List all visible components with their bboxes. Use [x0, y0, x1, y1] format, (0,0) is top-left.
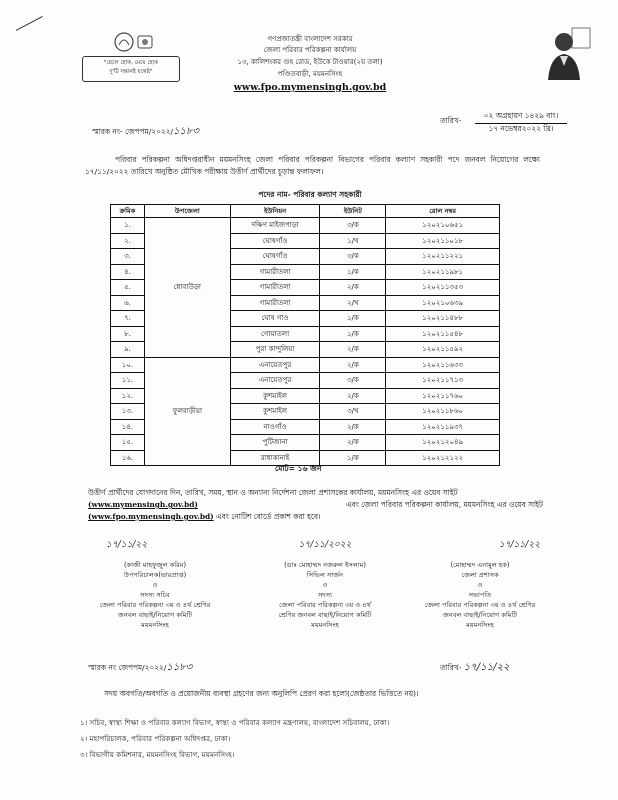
unit-cell: ২/ক	[320, 342, 386, 358]
district-website-link[interactable]: (www.mymensingh.gov.bd)	[88, 500, 198, 509]
memo-number-label: স্মারক নং- জেপপম/২০২২/	[92, 127, 173, 136]
family-planning-logo	[112, 28, 158, 56]
roll-cell: ১২০২১১৯৮১	[386, 264, 500, 280]
serial-cell: ১.	[111, 218, 145, 234]
fpo-website-link[interactable]: (www.fpo.mymensingh.gov.bd)	[88, 512, 214, 521]
union-cell: গামারীতলা	[230, 280, 320, 296]
signatory-name: (ডাঃ মোহাম্মদ নজরুল ইসলাম)	[284, 561, 366, 569]
joining-line-2-text: এবং জেলা পরিবার পরিকল্পনা কার্যালয়, ময়মনসিংহ এর ওয়েব সাইট	[345, 500, 543, 509]
serial-cell: ৯.	[111, 342, 145, 358]
portrait-image	[546, 26, 592, 80]
handwritten-signature: ১৭/১১/২২	[498, 540, 540, 550]
unit-cell: ২/ক	[320, 435, 386, 451]
unit-cell: ২/ক	[320, 280, 386, 296]
memo-number-hand: ১১৮৩	[173, 126, 199, 137]
union-cell: পুরা কান্দুলিয়া	[230, 342, 320, 358]
memo-number	[92, 124, 199, 141]
office-address-1: ১৩, কালিশংকর গুহ রোড, ইউকে টাওয়ার(২য় তলা)	[237, 58, 383, 66]
distribution-intro: সদয় অবগতি/অবগতি ও প্রয়োজনীয় ব্যবস্থা গ্রহণের জন্য অনুলিপি প্রেরণ করা হলো(জেষ্ঠতার ভিত্তিতে নয়)।	[104, 689, 419, 698]
footer-date-label: তারিখ-	[440, 663, 462, 672]
joining-line-3	[88, 511, 543, 523]
intro-paragraph: পরিবার পরিকল্পনা অধিদপ্তরাধীন ময়মনসিংহ জেলা পরিবার পরিকল্পনা বিভাগের পরিবার কল্যাণ সহকারী পদে জনবল নিয়োগের লক্ষ্যে ১৭/১১/২০২২ তারিখে অনুষ্ঠিত মৌখিক পরীক্ষায় উত্তীর্ণ প্রার্থীদের চূড়ান্ত ফলাফল।	[85, 155, 540, 176]
website-link[interactable]: www.fpo.mymensingh.gov.bd	[233, 82, 387, 93]
header-serial: ক্রমিক	[111, 205, 145, 218]
signatory-line: ময়মনসিংহ	[466, 621, 494, 629]
joining-line-1: উত্তীর্ণ প্রার্থীদের যোগদানের দিন, তারিখ, সময়, স্থান ও অন্যান্য নির্দেশনা জেলা প্রশাসকের কার্যালয়, ময়মনসিংহ এর ওয়েব সাইট	[88, 488, 458, 497]
unit-cell: ৩/খ	[320, 404, 386, 420]
serial-cell: ১৫.	[111, 435, 145, 451]
total-count: মোট= ১৬ জন	[275, 464, 322, 473]
roll-cell: ১২০২১১০১৮	[386, 233, 500, 249]
signatory-line: জেলা পরিবার পরিকল্পনা ৩য় ও ৪র্থ শ্রেণির	[99, 601, 211, 609]
unit-cell: ১/ক	[320, 450, 386, 466]
roll-cell: ১২০২১১৩৫৩	[386, 280, 500, 296]
office-address-2: পণ্ডিতবাড়ী, ময়মনসিংহ	[277, 70, 343, 78]
slogan-box	[82, 56, 180, 82]
signatory-line: সদস্য	[317, 591, 333, 599]
union-cell: গামারীতলা	[230, 264, 320, 280]
handwritten-signature: ১৭/১১/২২	[106, 540, 148, 550]
pen-mark	[16, 16, 50, 45]
header-roll: রোল নম্বর	[386, 205, 500, 218]
roll-cell: ১২০২১১৯৩৭	[386, 419, 500, 435]
unit-cell: ১/ক	[320, 264, 386, 280]
distribution-item: ১। সচিব, স্বাস্থ্য শিক্ষা ও পরিবার কল্যাণ বিভাগ, স্বাস্থ্য ও পরিবার কল্যাণ মন্ত্রণালয়, বাংলাদেশ সচিবালয়, ঢাকা।	[80, 718, 390, 727]
signatory-line: সদস্য সচিব	[140, 591, 170, 599]
roll-cell: ১২০২১১২২১	[386, 249, 500, 265]
union-cell: নাওগাঁও	[230, 419, 320, 435]
memo-date-english: ১৭ নভেম্বর২০২২ খ্রি।	[488, 124, 554, 133]
union-cell: গামারীতলা	[230, 295, 320, 311]
roll-cell: ১২০২১১৪৮৮	[386, 311, 500, 327]
serial-cell: ১১.	[111, 373, 145, 389]
signatory-line: জনবল বাছাই/নিয়োগ কমিটি	[118, 611, 192, 619]
roll-cell: ১২০২১১৫৯২	[386, 342, 500, 358]
union-cell: ঘোষ গাও	[230, 311, 320, 327]
serial-cell: ২.	[111, 233, 145, 249]
signatory-line: সভাপতি	[468, 591, 492, 599]
signatory-name: (কাজী মাহফুজুল করিম)	[123, 561, 187, 569]
joining-line-3-text: এবং নোটিশ বোর্ডে প্রকাশ করা হবে।	[216, 512, 321, 521]
serial-cell: ৪.	[111, 264, 145, 280]
joining-line-2	[88, 499, 543, 511]
table-row	[111, 357, 500, 373]
serial-cell: ১৩.	[111, 404, 145, 420]
union-cell: রাধাকানাই	[230, 450, 320, 466]
footer-memo-label: স্মারক নং জেপপম/২০২২/	[88, 663, 167, 672]
header-upazila: উপজেলা	[144, 205, 230, 218]
roll-cell: ১২০২১১৮৬০	[386, 404, 500, 420]
roll-cell: ১২০২১১৬৩৩	[386, 357, 500, 373]
serial-cell: ৩.	[111, 249, 145, 265]
signatory-line: জনবল বাছাই/নিয়োগ কমিটি	[443, 611, 517, 619]
serial-cell: ১৪.	[111, 419, 145, 435]
union-cell: ঘোষগাঁও	[230, 233, 320, 249]
footer-memo-number	[88, 660, 192, 677]
signatory-line: জেলা প্রশাসক	[461, 571, 499, 579]
slogan-line-1: "ছেলে হোক, মেয়ে হোক	[103, 60, 159, 66]
post-title: পদের নাম- পরিবার কল্যাণ সহকারী	[258, 190, 362, 199]
table-header-row	[111, 205, 500, 218]
footer-date	[440, 660, 509, 677]
union-cell: কুশমাইল	[230, 388, 320, 404]
signatory-line: ময়মনসিংহ	[141, 621, 169, 629]
union-cell: গোয়াতলা	[230, 326, 320, 342]
unit-cell: ১/ক	[320, 311, 386, 327]
distribution-item: ২। মহাপরিচালক, পরিবার পরিকল্পনা অধিদপ্তর, ঢাকা।	[80, 734, 231, 743]
serial-cell: ৮.	[111, 326, 145, 342]
office-name: জেলা পরিবার পরিকল্পনা কার্যালয়	[263, 46, 357, 54]
roll-cell: ১২০২১২১২২	[386, 450, 500, 466]
union-cell: পুটিজানা	[230, 435, 320, 451]
signatory-line: জেলা পরিবার পরিকল্পনা ৩য় ও ৪র্থ	[279, 601, 371, 609]
roll-cell: ১২০২১১৫৪৮	[386, 326, 500, 342]
roll-cell: ১২০২১১৭৬০	[386, 388, 500, 404]
union-cell: কুশমাইল	[230, 404, 320, 420]
table-row	[111, 218, 500, 234]
unit-cell: ১/ক	[320, 326, 386, 342]
union-cell: এনায়েতপুর	[230, 373, 320, 389]
roll-cell: ১২০২১০৬৫১	[386, 218, 500, 234]
signatory-line: ও	[477, 581, 483, 589]
serial-cell: ৭.	[111, 311, 145, 327]
joining-note	[88, 487, 543, 523]
unit-cell: ৩/ক	[320, 373, 386, 389]
union-cell: এনায়েতপুর	[230, 357, 320, 373]
upazila-cell: ফুলবাড়ীয়া	[144, 357, 230, 466]
roll-cell: ১২০২১১৭১৩	[386, 373, 500, 389]
union-cell: ঘোষগাঁও	[230, 249, 320, 265]
serial-cell: ১০.	[111, 357, 145, 373]
roll-cell: ১২০২১০৬৩৯	[386, 295, 500, 311]
memo-date-label: তারিখ-	[440, 116, 462, 125]
unit-cell: ২/খ	[320, 295, 386, 311]
signatory-line: সিভিল সার্জন	[306, 571, 344, 579]
unit-cell: ৩/ক	[320, 249, 386, 265]
signatory-line: শ্রেণির জনবল বাছাই/নিয়োগ কমিটি	[278, 611, 372, 619]
footer-memo-hand: ১১৮৩	[166, 662, 193, 673]
signatory-line: ও	[322, 581, 328, 589]
signatory-line: উপপরিচালক(ভারপ্রাপ্ত)	[123, 571, 187, 579]
unit-cell: ৩/ক	[320, 218, 386, 234]
serial-cell: ৫.	[111, 280, 145, 296]
header-unit: ইউনিট	[320, 205, 386, 218]
unit-cell: ১/খ	[320, 233, 386, 249]
unit-cell: ২/ক	[320, 419, 386, 435]
serial-cell: ১৬.	[111, 450, 145, 466]
header-union: ইউনিয়ন	[230, 205, 320, 218]
signatory-line: ও	[152, 581, 158, 589]
signature-deputy-commissioner	[400, 540, 560, 630]
signatory-line: ময়মনসিংহ	[311, 621, 339, 629]
serial-cell: ১২.	[111, 388, 145, 404]
union-cell: দক্ষিণ মাইজপাড়া	[230, 218, 320, 234]
slogan-line-2: দু'টি সন্তানই যথেষ্ট"	[109, 69, 153, 75]
signatory-line: জেলা পরিবার পরিকল্পনা ৩য় ও ৪র্থ শ্রেণির	[424, 601, 536, 609]
distribution-item: ৩। বিভাগীয় কমিশনার, ময়মনসিংহ বিভাগ, ময়মনসিংহ।	[80, 750, 235, 759]
unit-cell: ২/ক	[320, 388, 386, 404]
footer-date-hand: ১৭/১১/২২	[463, 662, 510, 673]
signature-civil-surgeon	[245, 540, 405, 630]
result-table	[110, 204, 500, 466]
unit-cell: ২/ক	[320, 357, 386, 373]
gov-title: গণপ্রজাতন্ত্রী বাংলাদেশ সরকার	[267, 35, 353, 43]
serial-cell: ৬.	[111, 295, 145, 311]
memo-date-bangla: ০২ অগ্রহায়ণ ১৪২৯ বাং।	[475, 111, 567, 124]
signatory-name: (মোহাম্মদ এনামুল হক)	[450, 561, 510, 569]
roll-cell: ১২০২১২০৪৯	[386, 435, 500, 451]
handwritten-signature: ১৭/১১/২০২২	[298, 540, 352, 550]
upazila-cell: ধোবাউড়া	[144, 218, 230, 358]
signature-member-secretary	[80, 540, 230, 630]
